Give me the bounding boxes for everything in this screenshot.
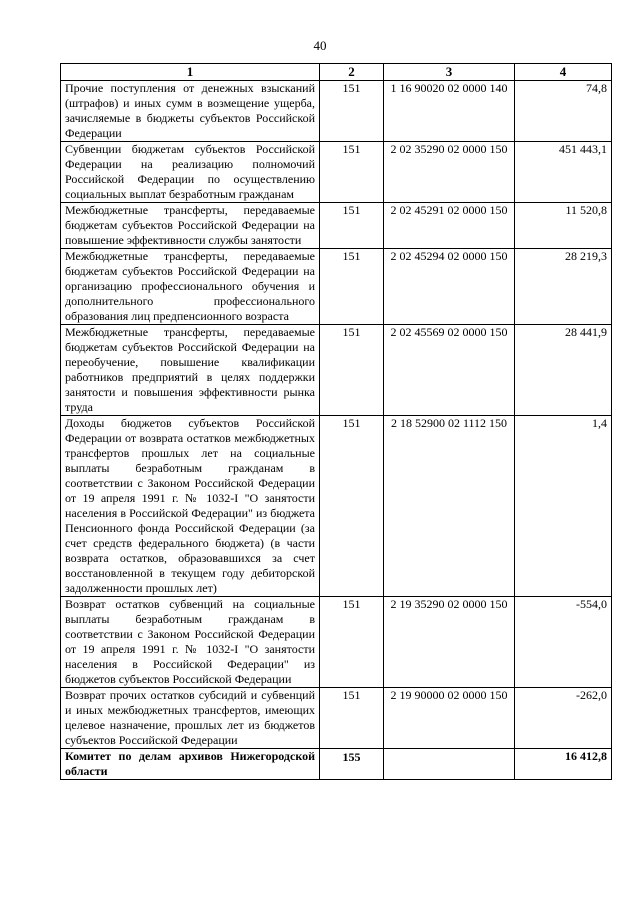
total-administrator-code: 155 — [320, 749, 384, 780]
budget-classification-code: 2 19 35290 02 0000 150 — [384, 597, 515, 688]
budget-classification-code: 2 19 90000 02 0000 150 — [384, 688, 515, 749]
table-row — [61, 416, 612, 597]
administrator-code: 151 — [320, 142, 384, 203]
budget-classification-code: 2 02 35290 02 0000 150 — [384, 142, 515, 203]
table-row — [61, 249, 612, 325]
budget-classification-code: 1 16 90020 02 0000 140 — [384, 81, 515, 142]
administrator-code: 151 — [320, 688, 384, 749]
table-row — [61, 81, 612, 142]
budget-classification-code: 2 02 45569 02 0000 150 — [384, 325, 515, 416]
total-description: Комитет по делам архивов Нижегородской области — [61, 749, 320, 780]
revenue-description: Возврат остатков субвенций на социальные выплаты безработным гражданам в соответствии с Законом Российской Федерации от 19 апреля 1991 г. № 1032-I "О занятости населения в Российской Федерации" из бюджетов субъектов Российской Федерации — [61, 597, 320, 688]
total-classification-code — [384, 749, 515, 780]
table-row — [61, 203, 612, 249]
amount-value: 451 443,1 — [515, 142, 612, 203]
amount-value: -262,0 — [515, 688, 612, 749]
table-row — [61, 142, 612, 203]
amount-value: 74,8 — [515, 81, 612, 142]
revenue-description: Доходы бюджетов субъектов Российской Федерации от возврата остатков межбюджетных трансфертов прошлых лет на социальные выплаты безработным гражданам в соответствии с Законом Российской Федерации от 19 апреля 1991 г. № 1032-I "О занятости населения в Российской Федерации" из бюджета Пенсионного фонда Российской Федерации (за счет средств федерального бюджета) (в части возврата остатков, образовавшихся за счет восстановленной в текущем году дебиторской задолженности прошлых лет) — [61, 416, 320, 597]
amount-value: -554,0 — [515, 597, 612, 688]
administrator-code: 151 — [320, 81, 384, 142]
revenue-description: Возврат прочих остатков субсидий и субвенций и иных межбюджетных трансфертов, имеющих целевое назначение, прошлых лет из бюджетов субъектов Российской Федерации — [61, 688, 320, 749]
budget-classification-code: 2 02 45291 02 0000 150 — [384, 203, 515, 249]
page-number: 40 — [313, 38, 327, 53]
table-header-row — [61, 64, 612, 81]
amount-value: 11 520,8 — [515, 203, 612, 249]
column-header-4: 4 — [515, 64, 612, 81]
administrator-code: 151 — [320, 597, 384, 688]
column-header-2: 2 — [320, 64, 384, 81]
revenue-description: Прочие поступления от денежных взысканий (штрафов) и иных сумм в возмещение ущерба, зачисляемые в бюджеты субъектов Российской Федерации — [61, 81, 320, 142]
revenue-description: Межбюджетные трансферты, передаваемые бюджетам субъектов Российской Федерации на переобучение, повышение квалификации работников предприятий в целях поддержки занятости и повышения эффективности рынка труда — [61, 325, 320, 416]
administrator-code: 151 — [320, 203, 384, 249]
administrator-code: 151 — [320, 325, 384, 416]
administrator-code: 151 — [320, 416, 384, 597]
total-amount: 16 412,8 — [515, 749, 612, 780]
table-row — [61, 325, 612, 416]
amount-value: 28 219,3 — [515, 249, 612, 325]
budget-revenue-table — [60, 63, 612, 780]
column-header-3: 3 — [384, 64, 515, 81]
amount-value: 28 441,9 — [515, 325, 612, 416]
revenue-description: Межбюджетные трансферты, передаваемые бюджетам субъектов Российской Федерации на повышение эффективности службы занятости — [61, 203, 320, 249]
column-header-1: 1 — [61, 64, 320, 81]
table-row — [61, 597, 612, 688]
budget-classification-code: 2 18 52900 02 1112 150 — [384, 416, 515, 597]
total-row — [61, 749, 612, 780]
revenue-description: Межбюджетные трансферты, передаваемые бюджетам субъектов Российской Федерации на организацию профессионального обучения и дополнительного профессионального образования лиц предпенсионного возраста — [61, 249, 320, 325]
amount-value: 1,4 — [515, 416, 612, 597]
budget-classification-code: 2 02 45294 02 0000 150 — [384, 249, 515, 325]
administrator-code: 151 — [320, 249, 384, 325]
table-row — [61, 688, 612, 749]
revenue-description: Субвенции бюджетам субъектов Российской Федерации на реализацию полномочий Российской Федерации по осуществлению социальных выплат безработным гражданам — [61, 142, 320, 203]
